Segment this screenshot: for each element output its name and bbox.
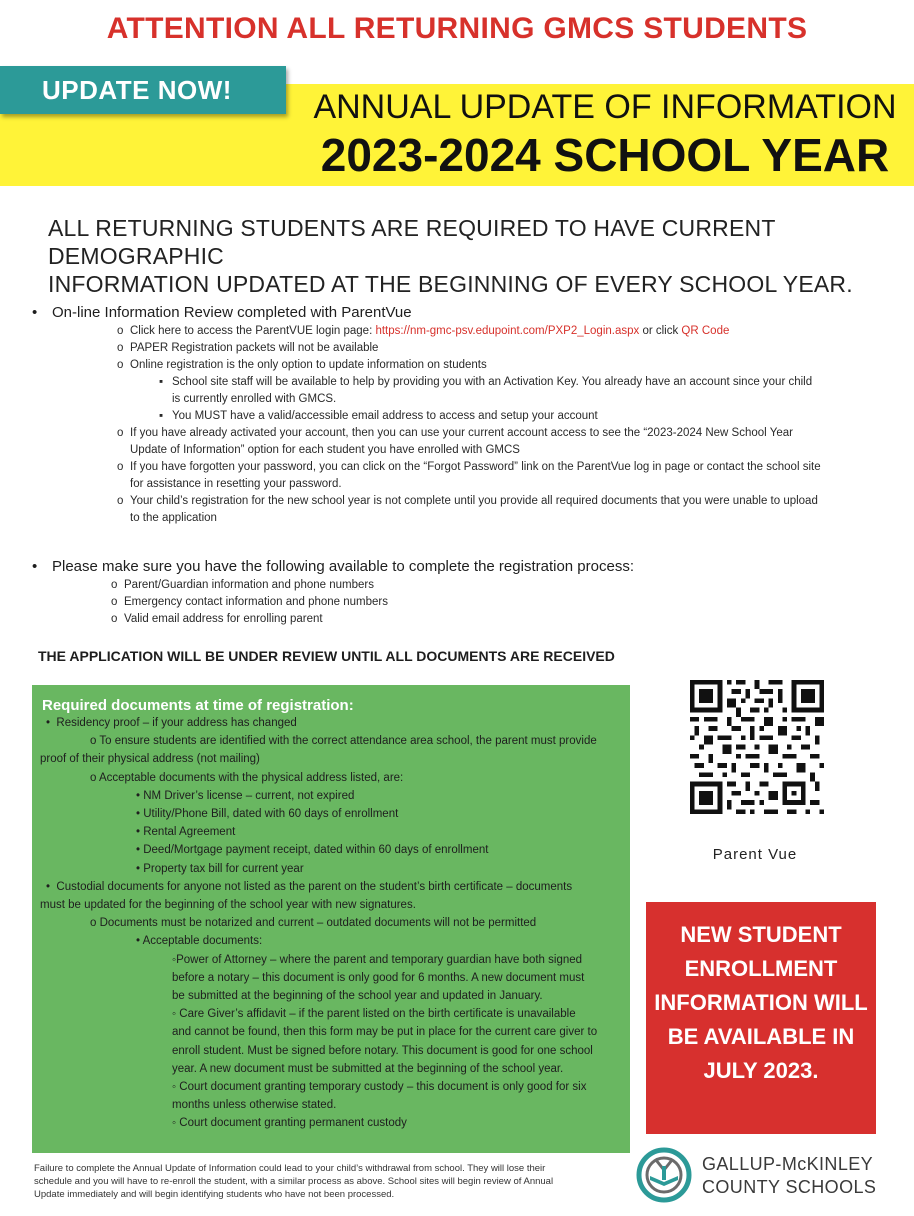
review-heading: THE APPLICATION WILL BE UNDER REVIEW UNTIL ALL DOCUMENTS ARE RECEIVED <box>38 648 615 664</box>
forgot-text-1: If you have forgotten your password, you can click on the “Forgot Password” link on the ParentVue log in page or contact the school site <box>130 461 821 473</box>
activated-text-1: If you have already activated your account, then you can use your current account access to see the “2023-2024 New School Year <box>130 427 793 439</box>
forgot-line-2: for assistance in resetting your password. <box>130 478 342 490</box>
forgot-line: o If you have forgotten your password, you can click on the “Forgot Password” link on the ParentVue log in page or contact the school site <box>117 461 821 473</box>
school-year-title: 2023-2024 SCHOOL YEAR <box>320 129 890 181</box>
ensure-text-1: To ensure students are identified with the correct attendance area school, the parent must provide <box>99 735 597 748</box>
incomplete-line-2: to the application <box>130 512 217 524</box>
residency-line: • Residency proof – if your address has changed <box>46 717 297 729</box>
activated-line-2: Update of Information” option for each student you have enrolled with GMCS <box>130 444 520 456</box>
poa-text: Power of Attorney – where the parent and temporary guardian have both signed <box>176 953 583 966</box>
new-student-notice <box>646 902 876 1134</box>
address-doc: • Property tax bill for current year <box>136 862 304 875</box>
checklist-item-text: Emergency contact information and phone numbers <box>124 596 389 608</box>
paper-line: o PAPER Registration packets will not be available <box>117 342 379 354</box>
address-doc: • Deed/Mortgage payment receipt, dated within 60 days of enrollment <box>136 844 489 857</box>
checklist-item: o Emergency contact information and phone numbers <box>111 596 389 608</box>
required-documents-box <box>32 685 630 1153</box>
attention-heading: ATTENTION ALL RETURNING GMCS STUDENTS <box>106 12 808 45</box>
checklist-item-text: Valid email address for enrolling parent <box>124 613 323 625</box>
checklist-section <box>32 558 882 628</box>
staff-text-1: School site staff will be available to help by providing you with an Activation Key. You already have an account since your child <box>172 376 813 388</box>
perm-custody-text: Court document granting permanent custody <box>179 1117 407 1130</box>
update-now-label: UPDATE NOW! <box>42 75 232 105</box>
address-doc-text: Deed/Mortgage payment receipt, dated within 60 days of enrollment <box>143 844 489 857</box>
address-doc-text: Rental Agreement <box>143 826 236 839</box>
incomplete-line: o Your child’s registration for the new school year is not complete until you provide all required documents that you were unable to upload <box>117 495 818 507</box>
address-doc-text: NM Driver’s license – current, not expired <box>143 789 355 802</box>
checklist-title: • Please make sure you have the following available to complete the registration process: <box>32 558 882 576</box>
footer-line-3: Update immediately and will begin identifying students who have not been processed. <box>34 1189 395 1200</box>
caregiver-line: and cannot be found, then this form may be put in place for the current care giver to <box>172 1026 598 1039</box>
required-docs-title: Required documents at time of registration: <box>42 697 354 714</box>
acceptable-address-text: Acceptable documents with the physical address listed, are: <box>98 771 404 784</box>
staff-line: ▪ School site staff will be available to help by providing you with an Activation Key. You already have an account since your child <box>159 376 813 388</box>
acceptable-docs-text: Acceptable documents: <box>142 935 263 948</box>
address-doc: • Rental Agreement <box>136 826 236 839</box>
qr-code-link[interactable]: QR Code <box>681 325 730 337</box>
online-review-section <box>32 304 882 527</box>
headline-line-2: INFORMATION UPDATED AT THE BEGINNING OF EVERY SCHOOL YEAR. <box>48 271 853 297</box>
notice-line-2: ENROLLMENT <box>684 956 838 981</box>
caregiver-line: ◦ Care Giver’s affidavit – if the parent listed on the birth certificate is unavailable <box>172 1008 576 1021</box>
logo-text-line-2: COUNTY SCHOOLS <box>702 1177 877 1197</box>
notarized-line: o Documents must be notarized and current – outdated documents will not be permitted <box>90 917 537 930</box>
custodial-line: • Custodial documents for anyone not listed as the parent on the student’s birth certificate – documents <box>46 880 573 893</box>
ensure-line-2: proof of their physical address (not mailing) <box>40 753 260 766</box>
parentvue-login-link[interactable]: https://nm-gmc-psv.edupoint.com/PXP2_Login.aspx <box>375 325 640 337</box>
address-doc-text: Property tax bill for current year <box>143 862 304 875</box>
temp-custody-line: months unless otherwise stated. <box>172 1099 337 1112</box>
ensure-line: o To ensure students are identified with the correct attendance area school, the parent must provide <box>90 735 597 748</box>
logo-text-line-1: GALLUP-McKINLEY <box>702 1154 874 1174</box>
acceptable-docs-line: • Acceptable documents: <box>136 935 263 948</box>
notice-line-1: NEW STUDENT <box>680 922 842 947</box>
parentvue-qr-code[interactable] <box>690 680 824 814</box>
gmcs-logo <box>636 1146 896 1206</box>
temp-custody-line: ◦ Court document granting temporary custody – this document is only good for six <box>172 1081 587 1094</box>
qr-code-label: Parent Vue <box>712 846 798 863</box>
notarized-text: Documents must be notarized and current – outdated documents will not be permitted <box>99 917 537 930</box>
access-line: o Click here to access the ParentVUE login page: https://nm-gmc-psv.edupoint.com/PXP2_Login.aspx or click QR Code <box>117 325 730 337</box>
requirement-headline <box>48 214 888 298</box>
acceptable-address-line: o Acceptable documents with the physical address listed, are: <box>90 771 404 784</box>
footer-line-1: Failure to complete the Annual Update of Information could lead to your child’s withdrawal from school. They will lose their <box>34 1163 546 1174</box>
access-prefix: Click here to access the ParentVUE login page: <box>130 325 376 337</box>
custodial-line-2: must be updated for the beginning of the school year with new signatures. <box>40 899 416 912</box>
access-or: or click <box>639 325 682 337</box>
address-doc-text: Utility/Phone Bill, dated with 60 days of enrollment <box>143 808 399 821</box>
online-only-text: Online registration is the only option to update information on students <box>130 359 487 371</box>
notice-line-4: BE AVAILABLE IN <box>667 1024 855 1049</box>
custodial-text-1: Custodial documents for anyone not listed as the parent on the student’s birth certificate – documents <box>56 880 573 893</box>
footer-line-2: schedule and you will have to re-enroll the student, with a similar process as above. School sites will begin review of Annual <box>34 1176 554 1187</box>
residency-text: Residency proof – if your address has changed <box>56 717 297 729</box>
perm-custody-line: ◦ Court document granting permanent custody <box>172 1117 407 1130</box>
annual-update-title: ANNUAL UPDATE OF INFORMATION <box>313 88 897 126</box>
caregiver-line: year. A new document must be submitted at the beginning of the school year. <box>172 1062 564 1075</box>
poa-line: before a notary – this document is only good for 6 months. A new document must <box>172 971 585 984</box>
email-text: You MUST have a valid/accessible email address to access and setup your account <box>172 410 598 422</box>
incomplete-text-1: Your child’s registration for the new school year is not complete until you provide all required documents that you were unable to upload <box>130 495 818 507</box>
poa-line: be submitted at the beginning of the school year and updated in January. <box>172 990 543 1003</box>
paper-text: PAPER Registration packets will not be available <box>130 342 379 354</box>
caregiver-line: enroll student. Must be signed before notary. This document is good for one school <box>172 1044 593 1057</box>
headline-line-1: ALL RETURNING STUDENTS ARE REQUIRED TO HAVE CURRENT DEMOGRAPHIC <box>48 215 776 269</box>
online-review-title: • On-line Information Review completed with ParentVue <box>32 304 882 322</box>
online-only-line: o Online registration is the only option to update information on students <box>117 359 487 371</box>
checklist-item: o Valid email address for enrolling parent <box>111 613 323 625</box>
email-line: ▪ You MUST have a valid/accessible email address to access and setup your account <box>159 410 598 422</box>
checklist-item-text: Parent/Guardian information and phone numbers <box>124 579 374 591</box>
activated-line: o If you have already activated your account, then you can use your current account access to see the “2023-2024 New School Year <box>117 427 793 439</box>
poa-line: ◦Power of Attorney – where the parent and temporary guardian have both signed <box>172 953 583 966</box>
notice-line-5: JULY 2023. <box>703 1058 819 1083</box>
caregiver-text: Care Giver’s affidavit – if the parent listed on the birth certificate is unavailable <box>179 1008 576 1021</box>
checklist-item: o Parent/Guardian information and phone numbers <box>111 579 374 591</box>
update-now-badge <box>0 66 286 114</box>
footer-disclaimer <box>34 1162 594 1201</box>
temp-custody-text: Court document granting temporary custody – this document is only good for six <box>179 1081 587 1094</box>
school-logo-icon <box>636 1146 692 1204</box>
staff-line-2: is currently enrolled with GMCS. <box>172 393 337 405</box>
address-doc: • NM Driver’s license – current, not expired <box>136 789 355 802</box>
address-doc: • Utility/Phone Bill, dated with 60 days of enrollment <box>136 808 399 821</box>
notice-line-3: INFORMATION WILL <box>654 990 868 1015</box>
